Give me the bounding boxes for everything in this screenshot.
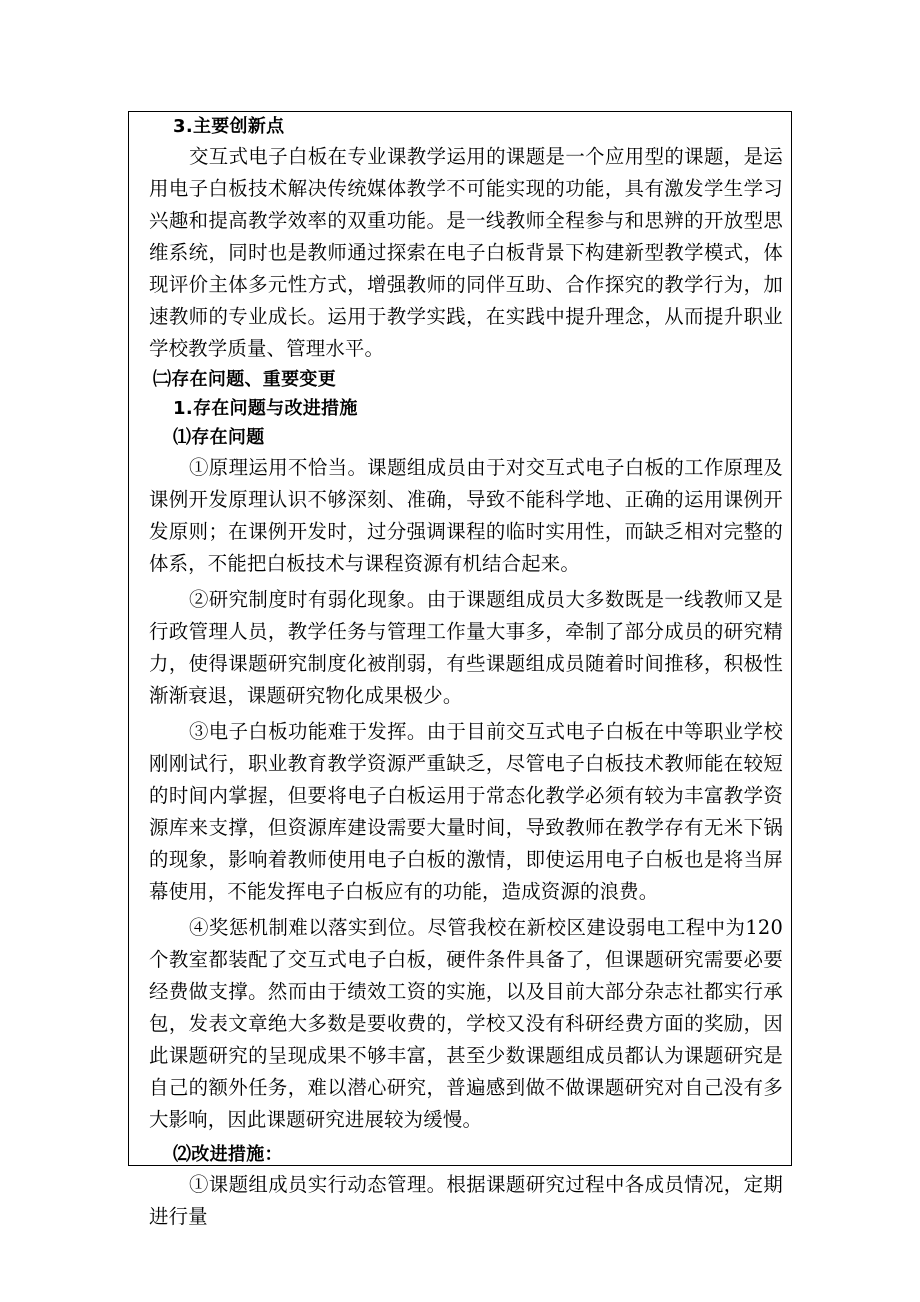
section-heading-problems-changes: ㈡存在问题、重要变更 (153, 369, 336, 390)
subsection-heading-measures: ⑵改进措施： (173, 1144, 283, 1165)
section-heading-innovation: 3.主要创新点 (173, 116, 285, 137)
paragraph-problem-4: ④奖惩机制难以落实到位。尽管我校在新校区建设弱电工程中为120个教室都装配了交互式电子白板，硬件条件具备了，但课题研究需要必要经费做支撑。然而由于绩效工资的实施，以及目前大部分杂志社都实行承包，发表文章绝大多数是要收费的，学校又没有科研经费方面的奖励，因此课题研究的呈现成果不够丰富，甚至少数课题组成员都认为课题研究是自己的额外任务，难以潜心研究，普遍感到做不做课题研究对自己没有多大影响，因此课题研究进展较为缓慢。 (149, 916, 783, 1131)
paragraph-innovation: 交互式电子白板在专业课教学运用的课题是一个应用型的课题，是运用电子白板技术解决传统媒体教学不可能实现的功能，具有激发学生学习兴趣和提高教学效率的双重功能。是一线教师全程参与和思辨的开放型思维系统，同时也是教师通过探索在电子白板背景下构建新型教学模式，体现评价主体多元性方式，增强教师的同伴互助、合作探究的教学行为，加速教师的专业成长。运用于教学实践，在实践中提升理念，从而提升职业学校教学质量、管理水平。 (149, 145, 783, 360)
paragraph-problem-1: ①原理运用不恰当。课题组成员由于对交互式电子白板的工作原理及课例开发原理认识不够深刻、准确，导致不能科学地、正确的运用课例开发原则；在课例开发时，过分强调课程的临时实用性，而缺乏相对完整的体系，不能把白板技术与课程资源有机结合起来。 (149, 456, 783, 575)
subsection-heading-problems-measures: 1.存在问题与改进措施 (173, 398, 358, 419)
paragraph-problem-2: ②研究制度时有弱化现象。由于课题组成员大多数既是一线教师又是行政管理人员，教学任务与管理工作量大事多，牵制了部分成员的研究精力，使得课题研究制度化被削弱，有些课题组成员随着时间推移，积极性渐渐衰退，课题研究物化成果极少。 (149, 588, 783, 707)
subsection-heading-problems: ⑴存在问题 (173, 427, 265, 448)
paragraph-measure-1: ①课题组成员实行动态管理。根据课题研究过程中各成员情况，定期进行量 (149, 1173, 783, 1228)
document-frame (128, 111, 792, 1228)
paragraph-problem-3: ③电子白板功能难于发挥。由于目前交互式电子白板在中等职业学校刚刚试行，职业教育教学资源严重缺乏，尽管电子白板技术教师能在较短的时间内掌握，但要将电子白板运用于常态化教学必须有较为丰富教学资源库来支撑，但资源库建设需要大量时间，导致教师在教学存有无米下锅的现象，影响着教师使用电子白板的激情，即使运用电子白板也是将当屏幕使用，不能发挥电子白板应有的功能，造成资源的浪费。 (149, 720, 783, 903)
document-content (149, 112, 783, 1233)
